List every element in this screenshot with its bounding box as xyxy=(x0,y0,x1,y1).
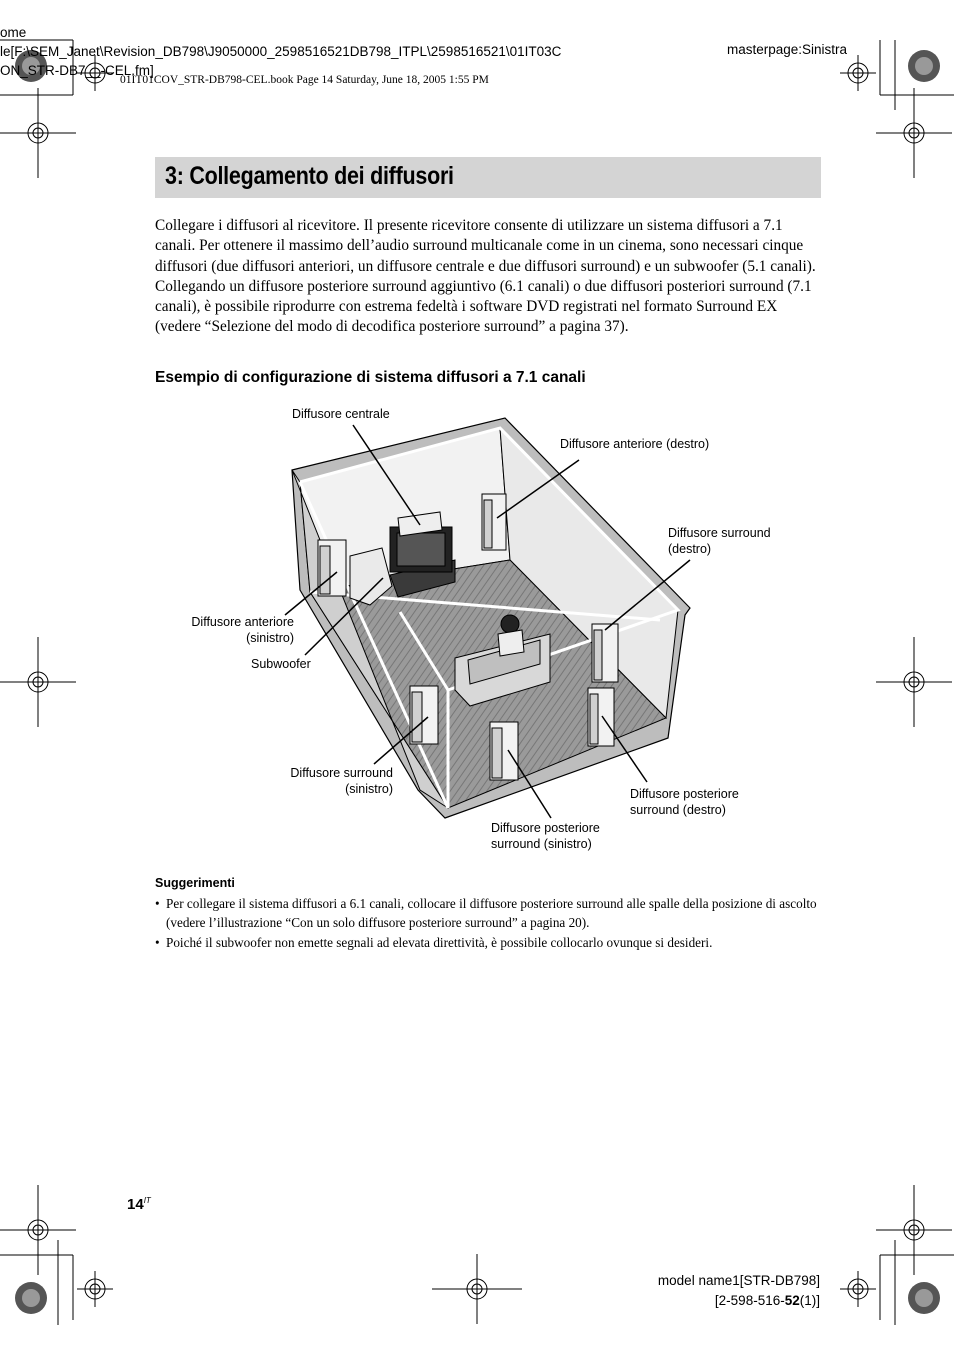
label-rear-left-2: surround (sinistro) xyxy=(491,837,592,851)
intro-text xyxy=(155,216,823,338)
footer-code-bold: 52 xyxy=(784,1293,800,1308)
masterpage-label: masterpage:Sinistra xyxy=(727,42,848,57)
tips-list xyxy=(155,894,821,952)
page-number-value: 14 xyxy=(127,1196,144,1213)
page-lang: IT xyxy=(143,1196,151,1205)
footer-code xyxy=(715,1293,820,1308)
label-front-left-1: Diffusore anteriore xyxy=(191,615,294,629)
page-number xyxy=(127,1196,151,1213)
label-surround-right-2: (destro) xyxy=(668,542,712,556)
tip-item: • Poiché il subwoofer non emette segnali ad elevata direttività, è possibile collocarlo ovunque si desideri. xyxy=(155,933,821,952)
book-info-line: 01IT01COV_STR-DB798-CEL.book Page 14 Saturday, June 18, 2005 1:55 PM xyxy=(120,74,489,86)
footer-model: model name1[STR-DB798] xyxy=(657,1273,820,1288)
intro-paragraph-1: Collegare i diffusori al ricevitore. Il presente ricevitore consente di utilizzare un sistema diffusori a 7.1 canali. Per ottenere il massimo dell’audio surround multicanale come in un cinema, sono necessari cinque diffusori (due diffusori anteriori, un diffusore centrale e due diffusori surround) e un subwoofer (5.1 canali). xyxy=(155,217,816,275)
example-subheading: Esempio di configurazione di sistema diffusori a 7.1 canali xyxy=(155,369,586,386)
label-front-left-2: (sinistro) xyxy=(246,631,294,645)
section-title: 3: Collegamento dei diffusori xyxy=(165,162,454,190)
label-rear-right-1: Diffusore posteriore xyxy=(630,787,739,801)
label-surround-left-1: Diffusore surround xyxy=(290,766,393,780)
label-subwoofer: Subwoofer xyxy=(251,657,311,671)
tips-heading: Suggerimenti xyxy=(155,876,235,890)
file-path-line-2: le[F:\SEM_Janet\Revision_DB798\J9050000_2598516521DB798_ITPL\2598516521\01IT03C xyxy=(0,44,562,59)
tip-item: • Per collegare il sistema diffusori a 6.1 canali, collocare il diffusore posteriore surround alle spalle della posizione di ascolto (vedere l’illustrazione “Con un solo diffusore posteriore surround” a pagina 20). xyxy=(155,894,821,933)
label-rear-right-2: surround (destro) xyxy=(630,803,726,817)
file-path-line-1: ome xyxy=(0,25,27,40)
footer-code-prefix: [2-598-516- xyxy=(714,1293,785,1308)
file-path-line-3: ON_STR-DB7__-CEL.fm] xyxy=(0,63,154,78)
speaker-setup-diagram xyxy=(155,400,821,860)
label-front-right-speaker: Diffusore anteriore (destro) xyxy=(560,437,710,451)
intro-paragraph-2: Collegando un diffusore posteriore surround aggiuntivo (6.1 canali) o due diffusori posteriori surround (7.1 canali), è possibile riprodurre con estrema fedeltà i software DVD registrati nel formato Surround EX (vedere “Selezione del modo di decodifica posteriore surround” a pagina 37). xyxy=(155,277,812,336)
label-surround-left-2: (sinistro) xyxy=(345,782,393,796)
section-title-bar xyxy=(155,157,821,198)
footer-code-suffix: (1)] xyxy=(799,1293,820,1308)
label-surround-right-1: Diffusore surround xyxy=(668,526,771,540)
label-rear-left-1: Diffusore posteriore xyxy=(491,821,600,835)
label-center-speaker: Diffusore centrale xyxy=(292,407,390,421)
